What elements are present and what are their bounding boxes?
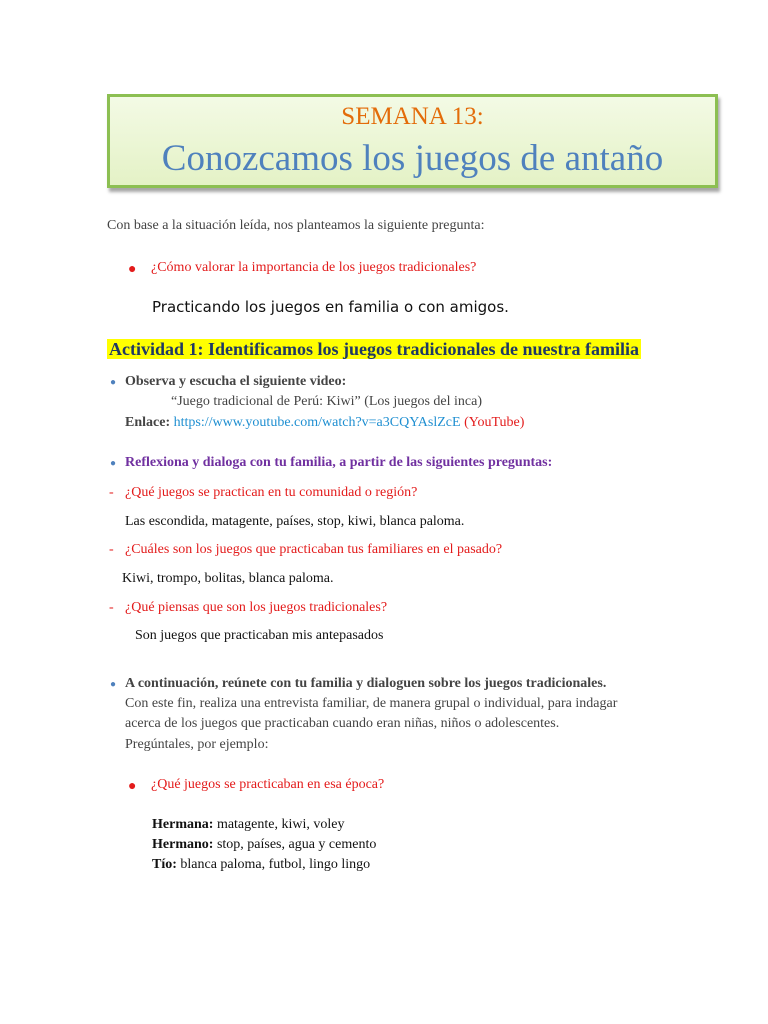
interviewee-label: Hermana: — [152, 817, 214, 832]
dash-marker: - — [109, 485, 114, 500]
continue-line-3: Pregúntales, por ejemplo: — [125, 737, 269, 752]
interviewee-label: Hermano: — [152, 837, 214, 852]
era-question: ¿Qué juegos se practicaban en esa época? — [151, 777, 385, 792]
video-link[interactable]: https://www.youtube.com/watch?v=a3CQYAslZcE — [173, 415, 461, 430]
answer-3: Son juegos que practicaban mis antepasados — [135, 628, 384, 643]
interviewee-label: Tío: — [152, 857, 177, 872]
dash-marker: - — [109, 542, 114, 557]
bullet-icon: ● — [110, 458, 117, 469]
reflect-instruction: Reflexiona y dialoga con tu familia, a partir de las siguientes preguntas: — [125, 455, 553, 470]
answer-1: Las escondida, matagente, países, stop, kiwi, blanca paloma. — [125, 514, 465, 529]
title-box — [107, 94, 718, 188]
interview-row — [152, 817, 344, 833]
video-title: “Juego tradicional de Perú: Kiwi” (Los juegos del inca) — [171, 394, 483, 409]
continue-line-1: Con este fin, realiza una entrevista familiar, de manera grupal o individual, para indagar — [125, 696, 618, 711]
question-2: ¿Cuáles son los juegos que practicaban tus familiares en el pasado? — [125, 542, 503, 557]
video-source: YouTube — [468, 415, 520, 430]
interviewee-games: matagente, kiwi, voley — [213, 817, 345, 832]
page-title: Conozcamos los juegos de antaño — [161, 138, 664, 179]
bullet-icon: ● — [128, 262, 137, 277]
activity-title: Actividad 1: Identificamos los juegos tradicionales de nuestra familia — [109, 339, 639, 359]
main-answer: Practicando los juegos en familia o con amigos. — [152, 298, 509, 316]
bullet-icon: ● — [110, 679, 117, 690]
link-label: Enlace: — [125, 415, 171, 430]
interviewee-games: stop, países, agua y cemento — [213, 837, 377, 852]
video-instruction: Observa y escucha el siguiente video: — [125, 374, 347, 389]
continue-heading: A continuación, reúnete con tu familia y dialoguen sobre los juegos tradicionales. — [125, 676, 607, 691]
interviewee-games: blanca paloma, futbol, lingo lingo — [176, 857, 371, 872]
continue-line-2: acerca de los juegos que practicaban cuando eran niñas, niños o adolescentes. — [125, 716, 560, 731]
bullet-icon: ● — [128, 779, 137, 794]
activity-heading — [107, 339, 641, 360]
question-1: ¿Qué juegos se practican en tu comunidad o región? — [125, 485, 418, 500]
interview-row — [152, 857, 370, 873]
interview-row — [152, 837, 376, 853]
answer-2: Kiwi, trompo, bolitas, blanca paloma. — [122, 571, 334, 586]
main-question: ¿Cómo valorar la importancia de los juegos tradicionales? — [151, 260, 477, 275]
video-link-line: Enlace: https://www.youtube.com/watch?v=a3CQYAslZcE (YouTube) — [125, 415, 525, 430]
bullet-icon: ● — [110, 377, 117, 388]
dash-marker: - — [109, 600, 114, 615]
intro-text: Con base a la situación leída, nos planteamos la siguiente pregunta: — [107, 218, 485, 233]
question-3: ¿Qué piensas que son los juegos tradicionales? — [125, 600, 388, 615]
week-label: SEMANA 13: — [341, 103, 484, 130]
